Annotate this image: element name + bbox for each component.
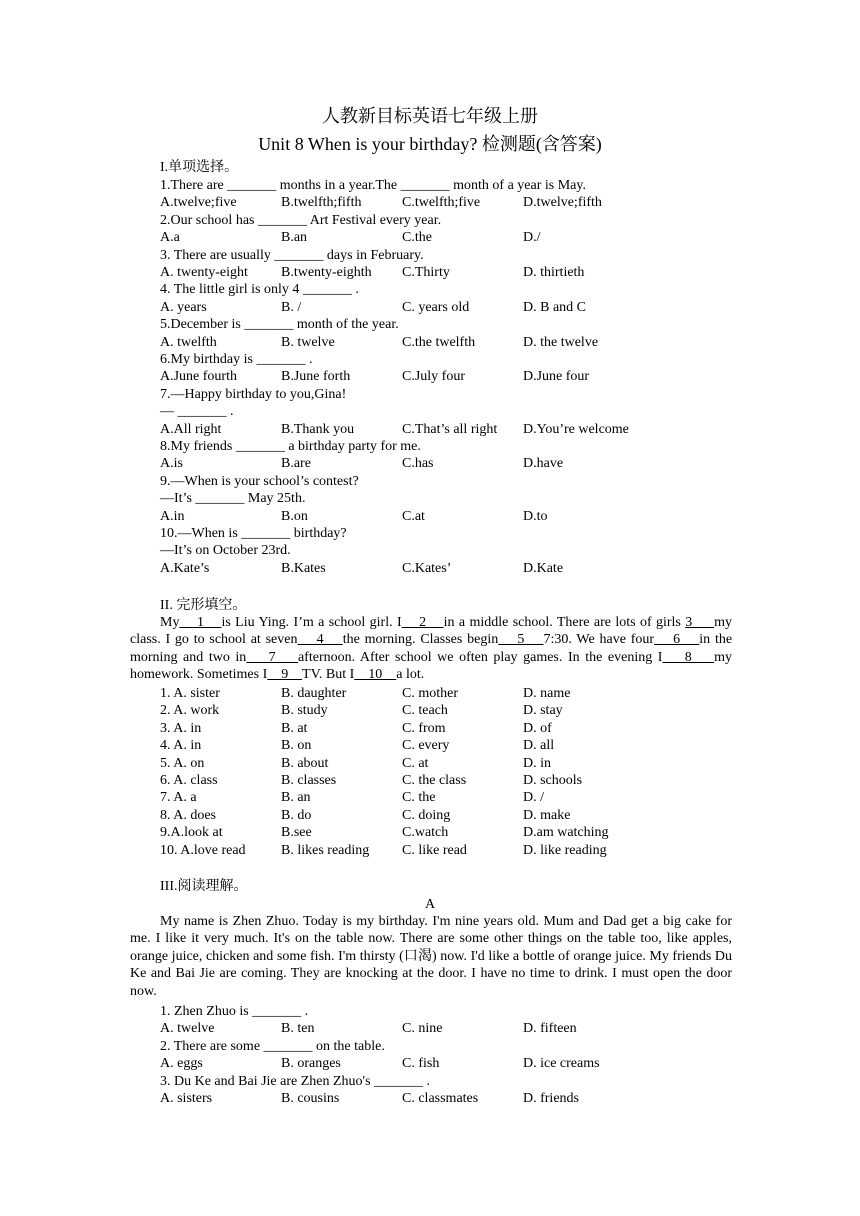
option-b: B.twenty-eighth xyxy=(281,265,372,280)
question-text: 3. Du Ke and Bai Jie are Zhen Zhuo's _______ . xyxy=(160,1073,431,1089)
option-d: D. make xyxy=(523,807,571,823)
option-c: C.the xyxy=(402,230,432,246)
options-row xyxy=(160,264,584,281)
option-d: D. the twelve xyxy=(523,334,599,350)
option-b: B. cousins xyxy=(281,1091,340,1106)
option-d: D.twelve;fifth xyxy=(523,195,602,211)
option-c: C.July four xyxy=(402,369,465,385)
question-text: 10.—When is _______ birthday? xyxy=(160,526,347,541)
option-b: B. on xyxy=(281,738,312,754)
option-c: C.Kates’ xyxy=(402,560,452,576)
document-subtitle: Unit 8 When is your birthday? 检测题(含答案) xyxy=(258,134,602,154)
section-heading-single-choice: I.单项选择。 xyxy=(160,160,239,175)
option-b: B.Thank you xyxy=(281,421,355,437)
options-row xyxy=(160,194,602,211)
options-row xyxy=(160,229,541,246)
question-text: 7.—Happy birthday to you,Gina! xyxy=(160,386,347,402)
cloze-text: in a middle school. There are lots of girls xyxy=(443,615,686,630)
option-b: B. do xyxy=(281,807,312,823)
question-text: 2.Our school has _______ Art Festival every year. xyxy=(160,212,442,228)
question-text: 8.My friends _______ a birthday party for me. xyxy=(160,439,421,454)
option-a: A.twelve;five xyxy=(160,195,237,211)
question-text: 5.December is _______ month of the year. xyxy=(160,317,399,333)
option-a: 10. A.love read xyxy=(160,842,246,858)
options-row xyxy=(160,455,563,472)
option-c: C. like read xyxy=(402,842,467,858)
option-c: C.Thirty xyxy=(402,265,450,280)
option-b: B.on xyxy=(281,508,308,524)
options-row xyxy=(160,1020,577,1037)
options-row xyxy=(160,421,629,438)
options-row xyxy=(160,842,607,859)
option-d: D. stay xyxy=(523,703,563,719)
option-c: C. classmates xyxy=(402,1091,479,1106)
cloze-text: TV. But I xyxy=(302,667,355,683)
cloze-blank: 8 xyxy=(662,649,715,665)
option-b: B.twelfth;fifth xyxy=(281,195,362,211)
cloze-passage xyxy=(130,614,732,684)
cloze-text: My xyxy=(160,615,180,630)
option-c: C. every xyxy=(402,738,450,754)
cloze-blank: 3 xyxy=(685,615,715,630)
question-text: 1.There are _______ months in a year.The _______ month of a year is May. xyxy=(160,178,586,193)
option-b: B. daughter xyxy=(281,686,347,701)
option-a: 7. A. a xyxy=(160,790,197,806)
option-b: B.are xyxy=(281,456,311,472)
option-d: D. like reading xyxy=(523,842,607,858)
cloze-text: a lot. xyxy=(396,667,425,683)
option-d: D.to xyxy=(523,508,548,524)
question-text: 1. Zhen Zhuo is _______ . xyxy=(160,1004,309,1019)
question-text: 3. There are usually _______ days in February. xyxy=(160,247,424,263)
option-a: 9.A.look at xyxy=(160,825,223,841)
option-c: C.at xyxy=(402,508,425,524)
option-c: C.the twelfth xyxy=(402,334,476,350)
option-c: C. teach xyxy=(402,703,448,719)
question-text: 4. The little girl is only 4 _______ . xyxy=(160,282,359,298)
option-a: A.June fourth xyxy=(160,369,237,385)
cloze-text: 7:30. We have four xyxy=(543,632,655,648)
options-row xyxy=(160,702,563,719)
option-c: C.twelfth;five xyxy=(402,195,481,211)
option-b: B. twelve xyxy=(281,334,335,350)
option-d: D. B and C xyxy=(523,299,586,315)
option-c: C. from xyxy=(402,720,446,736)
option-a: A. sisters xyxy=(160,1091,213,1106)
options-row xyxy=(160,755,551,772)
option-b: B. / xyxy=(281,299,302,315)
option-a: A. eggs xyxy=(160,1056,203,1072)
passage-label: A xyxy=(424,897,436,912)
option-a: A. years xyxy=(160,299,207,315)
option-d: D. ice creams xyxy=(523,1056,600,1072)
cloze-blank: 9 xyxy=(267,667,303,683)
option-c: C.has xyxy=(402,456,434,472)
cloze-blank: 4 xyxy=(297,632,343,648)
option-c: C. the xyxy=(402,790,436,806)
option-d: D. friends xyxy=(523,1091,579,1106)
option-c: C. doing xyxy=(402,807,451,823)
option-a: 2. A. work xyxy=(160,703,220,719)
options-row xyxy=(160,685,570,702)
option-c: C. years old xyxy=(402,299,470,315)
option-d: D.have xyxy=(523,456,564,472)
options-row xyxy=(160,720,552,737)
question-text: —It’s _______ May 25th. xyxy=(160,491,306,507)
question-text: 6.My birthday is _______ . xyxy=(160,352,313,367)
option-d: D.June four xyxy=(523,369,590,385)
option-a: A. twelve xyxy=(160,1021,215,1037)
cloze-blank: 2 xyxy=(401,615,444,630)
cloze-text: is Liu Ying. I’m a school girl. I xyxy=(221,615,402,630)
option-d: D. fifteen xyxy=(523,1021,577,1037)
cloze-text: my class. I go to school at seven xyxy=(130,615,733,648)
option-d: D./ xyxy=(523,230,541,246)
option-c: C.That’s all right xyxy=(402,421,498,437)
option-d: D. all xyxy=(523,738,555,754)
question-text: 9.—When is your school’s contest? xyxy=(160,473,359,489)
option-a: A.is xyxy=(160,456,183,472)
options-row xyxy=(160,368,589,385)
option-c: C. nine xyxy=(402,1021,443,1037)
option-b: B. at xyxy=(281,720,308,736)
option-d: D.am watching xyxy=(523,825,609,841)
option-a: 6. A. class xyxy=(160,773,218,788)
reading-passage: My name is Zhen Zhuo. Today is my birthday. I'm nine years old. Mum and Dad get a big cake for me. I like it very much. It's on the table now. There are some other things on the table too, like apples, orange juice, chicken and some fish. I'm thirsty (口渴) now. I'd like a bottle of orange juice. My friends Du Ke and Bai Jie are coming. They are knocking at the door. I have no time to drink. I must open the door now. xyxy=(130,914,732,999)
option-a: 5. A. on xyxy=(160,755,205,771)
options-row xyxy=(160,737,554,754)
options-row xyxy=(160,299,586,316)
option-c: C. the class xyxy=(402,773,467,788)
options-row xyxy=(160,789,544,806)
option-b: B. likes reading xyxy=(281,842,370,858)
options-row xyxy=(160,1055,600,1072)
document-title: 人教新目标英语七年级上册 xyxy=(322,106,538,126)
option-b: B. an xyxy=(281,790,311,806)
option-d: D.You’re welcome xyxy=(523,421,629,437)
option-b: B. classes xyxy=(281,773,337,788)
option-a: 8. A. does xyxy=(160,807,216,823)
option-c: C.watch xyxy=(402,825,449,841)
option-a: 4. A. in xyxy=(160,738,202,754)
cloze-text: the morning. Classes begin xyxy=(342,632,499,648)
option-a: 1. A. sister xyxy=(160,686,220,701)
question-text: 2. There are some _______ on the table. xyxy=(160,1038,385,1054)
option-b: B. study xyxy=(281,703,328,719)
option-c: C. at xyxy=(402,755,429,771)
option-b: B.see xyxy=(281,825,312,841)
cloze-text: in the morning and two in xyxy=(130,632,733,665)
options-row xyxy=(160,807,570,824)
options-row xyxy=(160,508,548,525)
cloze-text: my homework. Sometimes I xyxy=(130,649,733,683)
option-a: A.a xyxy=(160,230,180,246)
question-text: — _______ . xyxy=(160,404,234,420)
option-a: A. twenty-eight xyxy=(160,265,248,280)
option-c: C. fish xyxy=(402,1056,440,1072)
option-d: D. in xyxy=(523,755,551,771)
option-b: B. oranges xyxy=(281,1056,341,1072)
option-d: D. of xyxy=(523,720,552,736)
option-b: B. about xyxy=(281,755,329,771)
option-d: D. schools xyxy=(523,773,583,788)
option-d: D. thirtieth xyxy=(523,265,585,280)
cloze-blank: 7 xyxy=(246,649,298,665)
option-a: 3. A. in xyxy=(160,720,202,736)
cloze-blank: 10 xyxy=(354,667,397,683)
cloze-blank: 1 xyxy=(179,615,222,630)
cloze-text: afternoon. After school we often play games. In the evening I xyxy=(297,649,663,665)
options-row xyxy=(160,334,598,351)
option-a: A.All right xyxy=(160,421,222,437)
option-b: B.June forth xyxy=(281,369,351,385)
options-row xyxy=(160,824,609,841)
option-a: A. twelfth xyxy=(160,334,217,350)
option-d: D.Kate xyxy=(523,560,564,576)
option-b: B.an xyxy=(281,230,308,246)
section-heading-reading: III.阅读理解。 xyxy=(160,879,248,894)
option-d: D. name xyxy=(523,686,571,701)
cloze-blank: 5 xyxy=(498,632,544,648)
option-c: C. mother xyxy=(402,686,458,701)
options-row xyxy=(160,772,582,789)
options-row xyxy=(160,1090,579,1107)
option-a: A.Kate’s xyxy=(160,560,210,576)
options-row xyxy=(160,560,563,577)
option-d: D. / xyxy=(523,790,544,806)
question-text: —It’s on October 23rd. xyxy=(160,543,291,559)
option-b: B.Kates xyxy=(281,560,326,576)
section-heading-cloze: II. 完形填空。 xyxy=(160,598,247,613)
option-b: B. ten xyxy=(281,1021,315,1037)
option-a: A.in xyxy=(160,508,185,524)
cloze-blank: 6 xyxy=(654,632,700,648)
